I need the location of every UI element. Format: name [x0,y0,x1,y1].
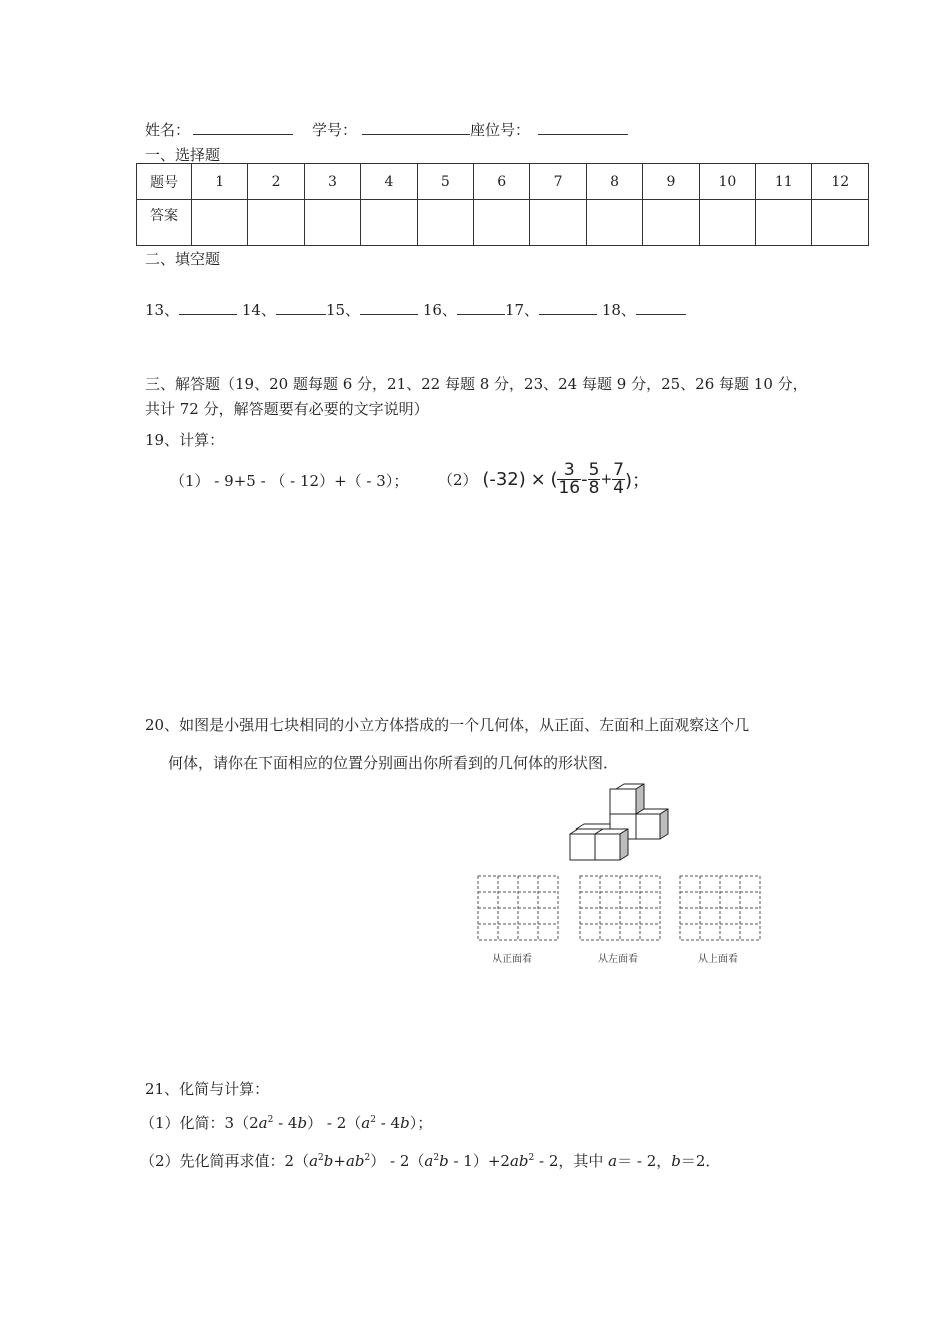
variable-b: b [323,1152,334,1170]
view-grids [474,872,766,948]
cube-front-face [570,834,595,860]
question-number-cell: 10 [699,164,755,200]
section2-title: 二、填空题 [145,250,221,268]
fill-blank-14[interactable] [276,300,326,315]
fill-blank-17[interactable] [539,300,597,315]
q21-part2-text: ＝2． [680,1152,721,1170]
q19-part1: （1） - 9+5 - （ - 12）+（ - 3）； [170,472,409,490]
answer-table [136,163,869,246]
fill-blank-18[interactable] [636,300,686,315]
q19-title: 19、计算： [145,431,225,449]
answer-cell[interactable] [361,200,417,246]
fraction-numerator: 3 [557,462,581,480]
answer-cell[interactable] [248,200,304,246]
variable-b: b [671,1152,681,1170]
answer-cell[interactable] [192,200,248,246]
exponent: 2 [318,1153,324,1163]
answer-cell[interactable] [304,200,360,246]
answer-cell[interactable] [530,200,586,246]
fill-blank-line [145,299,686,320]
variable-b: b [297,1114,308,1132]
fill-label-18: 18、 [601,301,636,319]
fill-label-15: 15、 [325,301,361,319]
answer-row [137,200,869,246]
exponent: 2 [433,1153,440,1163]
question-number-header: 题号 [137,164,192,200]
section1-title: 一、选择题 [145,146,221,164]
caption-top-view: 从上面看 [698,954,738,965]
q21-part1-text: （1）化简：3（2 [140,1114,259,1132]
question-number-cell: 6 [474,164,530,200]
question-number-cell: 12 [812,164,869,200]
name-label: 姓名： [145,121,191,139]
plus-symbol: + [600,471,613,488]
q20-line2: 何体，请你在下面相应的位置分别画出你所看到的几何体的形状图． [168,754,619,772]
variable-b: b [400,1114,410,1132]
question-number-cell: 9 [643,164,699,200]
student-id-label: 学号： [312,121,358,139]
cube-front-face [595,834,620,860]
question-number-cell: 8 [586,164,642,200]
q19-part2-lead: (-32) [482,469,526,490]
question-number-cell: 2 [248,164,304,200]
cube-side-face [620,829,628,860]
cube-figure [560,782,675,864]
exponent: 2 [528,1153,535,1163]
fill-blank-13[interactable] [179,300,237,315]
fraction-numerator: 5 [588,460,600,480]
grid-front-view[interactable] [478,876,558,940]
question-number-cell: 11 [756,164,812,200]
variable-a: a [608,1152,618,1170]
q21-part1-text: ） - 2（ [307,1114,362,1132]
exponent: 2 [370,1115,376,1125]
fraction-denominator: 8 [588,478,600,498]
question-number-cell: 3 [304,164,360,200]
fill-label-13: 13、 [145,301,180,319]
question-number-cell: 5 [417,164,473,200]
q21-part2-text: - 2，其中 [534,1152,609,1170]
q21-part2-text: ） - 2（ [370,1152,425,1170]
fraction-3-16 [557,462,581,497]
exponent: 2 [267,1115,274,1125]
answer-cell[interactable] [812,200,869,246]
minus-symbol: - [581,469,588,490]
q19-part2 [438,462,650,497]
exponent: 2 [364,1153,371,1163]
cube-front-face [610,789,636,814]
q21-part2-text: - 1）+2 [448,1152,510,1170]
answer-cell[interactable] [699,200,755,246]
cube-side-face [660,809,668,839]
section3-title-line2: 共计 72 分，解答题要有必要的文字说明） [145,400,429,418]
question-number-cell: 4 [361,164,417,200]
answer-cell[interactable] [643,200,699,246]
variable-a: a [258,1114,268,1132]
student-id-blank[interactable] [362,120,470,135]
q20-line1: 20、如图是小强用七块相同的小立方体搭成的一个几何体，从正面、左面和上面观察这个几 [145,716,750,734]
variable-ab: ab [345,1152,365,1170]
question-number-cell: 7 [530,164,586,200]
grid-left-view[interactable] [580,876,660,940]
fraction-5-8 [588,462,601,497]
open-paren: ( [550,469,558,490]
q21-part1-text: ）； [409,1114,433,1132]
variable-a: a [309,1152,319,1170]
fill-label-14: 14、 [241,301,276,319]
section3-title-line1: 三、解答题（19、20 题每题 6 分，21、22 每题 8 分，23、24 每题 9 分，25、26 每题 10 分， [145,375,808,393]
close-paren: )； [625,470,651,492]
plus-symbol: + [333,1152,346,1170]
caption-front-view: 从正面看 [492,954,532,965]
answer-cell[interactable] [417,200,473,246]
fill-label-17: 17、 [504,301,540,319]
q21-title: 21、化简与计算： [145,1080,270,1098]
question-number-row [137,164,869,200]
cube-front-face [636,814,660,839]
q19-part2-label: （2） [438,471,478,489]
grid-top-view[interactable] [680,876,760,940]
fraction-denominator: 4 [613,478,624,498]
answer-cell[interactable] [474,200,530,246]
fraction-denominator: 16 [558,478,581,498]
q21-part1 [140,1112,432,1133]
q21-part1-text: - 4 [273,1114,298,1132]
variable-a: a [361,1114,371,1132]
fraction-numerator: 7 [613,460,624,480]
q21-part2-text: （2）先化简再求值：2（ [140,1152,310,1170]
fraction-7-4 [612,462,625,497]
q21-part1-text: - 4 [375,1114,401,1132]
variable-a: a [424,1152,434,1170]
question-number-cell: 1 [192,164,248,200]
q21-part2 [140,1150,720,1171]
seat-label: 座位号： [470,121,531,139]
variable-ab: ab [509,1152,529,1170]
q21-part2-text: ＝ - 2， [617,1152,672,1170]
answer-cell[interactable] [756,200,812,246]
answer-header: 答案 [137,200,192,246]
variable-b: b [439,1152,449,1170]
name-blank[interactable] [193,120,293,135]
fill-blank-15[interactable] [360,300,418,315]
seat-blank[interactable] [538,120,628,135]
fill-blank-16[interactable] [457,300,505,315]
times-symbol: × [530,469,546,490]
fill-label-16: 16、 [422,301,457,319]
answer-cell[interactable] [586,200,642,246]
caption-left-view: 从左面看 [598,954,638,965]
